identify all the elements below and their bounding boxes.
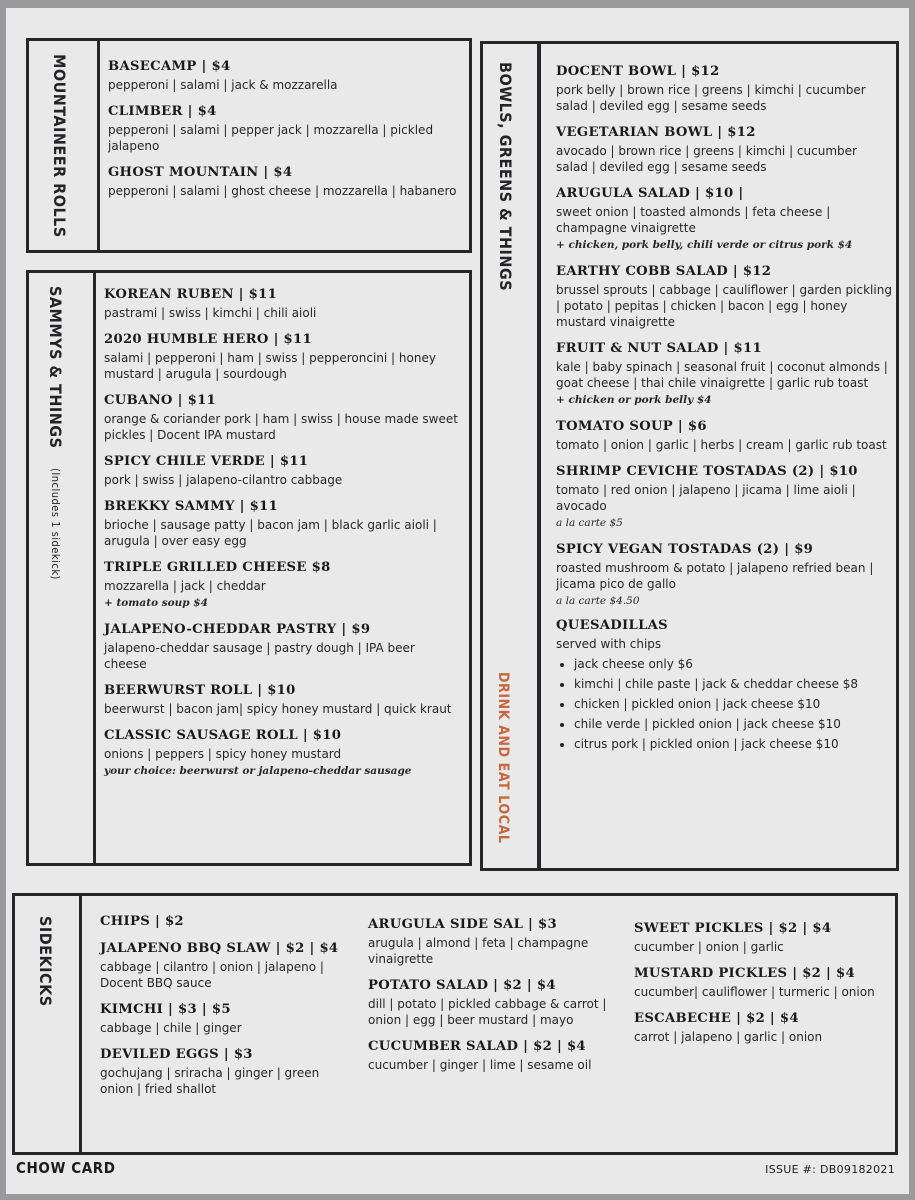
item-desc: carrot | jalapeno | garlic | onion <box>634 1030 823 1044</box>
item-name: CUCUMBER SALAD | $2 | $4 <box>368 1039 586 1054</box>
bowls-list <box>556 63 892 609</box>
menu-item[interactable] <box>556 263 892 330</box>
menu-item[interactable] <box>108 58 458 93</box>
quesadilla-option: • kimchi | chile paste | jack & cheddar cheese $8 <box>574 674 892 694</box>
item-desc: onions | peppers | spicy honey mustard <box>104 747 342 761</box>
item-desc: cabbage | chile | ginger <box>100 1021 242 1035</box>
item-desc: pepperoni | salami | ghost cheese | mozzarella | habanero <box>108 184 457 198</box>
menu-card <box>6 8 909 1194</box>
item-name: EARTHY COBB SALAD | $12 <box>556 264 772 279</box>
menu-item[interactable] <box>556 463 892 531</box>
item-name: VEGETARIAN BOWL | $12 <box>556 125 756 140</box>
item-extra: + chicken, pork belly, chili verde or citrus pork $4 <box>556 239 853 251</box>
menu-item[interactable] <box>368 916 618 967</box>
item-name: CHIPS | $2 <box>100 914 184 929</box>
sidekicks-title <box>36 916 55 1007</box>
item-name: ESCABECHE | $2 | $4 <box>634 1011 799 1026</box>
menu-item[interactable] <box>104 727 460 779</box>
tagline-text: DRINK AND EAT LOCAL <box>495 672 511 844</box>
menu-item[interactable] <box>634 920 894 955</box>
sidekicks-col-3 <box>634 920 894 1055</box>
menu-item[interactable] <box>556 124 892 175</box>
item-name: KIMCHI | $3 | $5 <box>100 1002 231 1017</box>
issue-number: ISSUE #: DB09182021 <box>765 1163 895 1176</box>
chow-card-label: CHOW CARD <box>16 1159 116 1177</box>
sammys-title <box>46 286 65 580</box>
mountaineer-items <box>108 58 458 209</box>
item-desc: cucumber | onion | garlic <box>634 940 784 954</box>
item-name: SHRIMP CEVICHE TOSTADAS (2) | $10 <box>556 464 858 479</box>
quesadilla-options <box>556 654 892 754</box>
item-name: QUESADILLAS <box>556 618 669 633</box>
menu-item-quesadillas[interactable] <box>556 617 892 754</box>
menu-item[interactable] <box>100 1001 350 1036</box>
menu-item[interactable] <box>104 682 460 717</box>
menu-item[interactable] <box>634 965 894 1000</box>
mountaineer-title <box>50 54 69 238</box>
item-name: JALAPENO BBQ SLAW | $2 | $4 <box>100 941 339 956</box>
menu-item[interactable] <box>368 977 618 1028</box>
quesadilla-option: • jack cheese only $6 <box>574 654 892 674</box>
menu-item[interactable] <box>104 286 460 321</box>
item-desc: served with chips <box>556 637 662 651</box>
menu-item[interactable] <box>556 541 892 609</box>
item-name: CLASSIC SAUSAGE ROLL | $10 <box>104 728 342 743</box>
bowls-title <box>496 62 515 291</box>
item-extra: a la carte $5 <box>556 517 623 529</box>
item-name: POTATO SALAD | $2 | $4 <box>368 978 556 993</box>
item-desc: orange & coriander pork | ham | swiss | house made sweet pickles | Docent IPA mustard <box>104 412 458 442</box>
item-desc: tomato | onion | garlic | herbs | cream | garlic rub toast <box>556 438 887 452</box>
item-desc: pepperoni | salami | pepper jack | mozzarella | pickled jalapeno <box>108 123 434 153</box>
menu-item[interactable] <box>104 498 460 549</box>
item-desc: cucumber| cauliflower | turmeric | onion <box>634 985 875 999</box>
item-desc: kale | baby spinach | seasonal fruit | coconut almonds | goat cheese | thai chile vinaigrette | garlic rub toast <box>556 360 888 390</box>
menu-item[interactable] <box>100 1046 350 1097</box>
item-desc: beerwurst | bacon jam| spicy honey mustard | quick kraut <box>104 702 452 716</box>
menu-item[interactable] <box>104 559 460 611</box>
item-desc: dill | potato | pickled cabbage & carrot | onion | egg | beer mustard | mayo <box>368 997 607 1027</box>
item-desc: jalapeno-cheddar sausage | pastry dough | IPA beer cheese <box>104 641 415 671</box>
menu-item[interactable] <box>108 164 458 199</box>
item-desc: tomato | red onion | jalapeno | jicama | lime aioli | avocado <box>556 483 856 513</box>
menu-item[interactable] <box>368 1038 618 1073</box>
item-desc: gochujang | sriracha | ginger | green onion | fried shallot <box>100 1066 320 1096</box>
sammys-subtitle: (Includes 1 sidekick) <box>49 467 62 580</box>
menu-item[interactable] <box>634 1010 894 1045</box>
item-desc: pork | swiss | jalapeno-cilantro cabbage <box>104 473 343 487</box>
menu-item[interactable] <box>104 331 460 382</box>
quesadilla-option: • citrus pork | pickled onion | jack cheese $10 <box>574 734 892 754</box>
item-name: SPICY VEGAN TOSTADAS (2) | $9 <box>556 542 814 557</box>
item-name: CLIMBER | $4 <box>108 104 217 119</box>
item-extra: a la carte $4.50 <box>556 595 640 607</box>
menu-item[interactable] <box>556 340 892 408</box>
quesadilla-option: • chicken | pickled onion | jack cheese $10 <box>574 694 892 714</box>
item-name: 2020 HUMBLE HERO | $11 <box>104 332 312 347</box>
item-extra: your choice: beerwurst or jalapeno-cheddar sausage <box>104 765 412 777</box>
menu-item[interactable] <box>556 185 892 253</box>
menu-item[interactable] <box>556 63 892 114</box>
item-desc: cucumber | ginger | lime | sesame oil <box>368 1058 592 1072</box>
item-desc: pork belly | brown rice | greens | kimchi | cucumber salad | deviled egg | sesame seeds <box>556 83 866 113</box>
item-name: ARUGULA SALAD | $10 | <box>556 186 744 201</box>
item-name: TRIPLE GRILLED CHEESE $8 <box>104 560 331 575</box>
bowls-title-text: BOWLS, GREENS & THINGS <box>496 62 515 292</box>
item-name: CUBANO | $11 <box>104 393 217 408</box>
item-name: GHOST MOUNTAIN | $4 <box>108 165 293 180</box>
menu-item[interactable] <box>100 940 350 991</box>
item-desc: brioche | sausage patty | bacon jam | black garlic aioli | arugula | over easy egg <box>104 518 437 548</box>
menu-item[interactable] <box>104 453 460 488</box>
menu-item[interactable] <box>100 913 350 930</box>
mountaineer-title-text: MOUNTAINEER ROLLS <box>50 54 69 238</box>
item-name: TOMATO SOUP | $6 <box>556 419 707 434</box>
menu-item[interactable] <box>104 621 460 672</box>
item-extra: + chicken or pork belly $4 <box>556 394 712 406</box>
item-desc: cabbage | cilantro | onion | jalapeno | Docent BBQ sauce <box>100 960 324 990</box>
item-name: KOREAN RUBEN | $11 <box>104 287 278 302</box>
item-desc: roasted mushroom & potato | jalapeno refried bean | jicama pico de gallo <box>556 561 874 591</box>
item-name: ARUGULA SIDE SAL | $3 <box>368 917 557 932</box>
item-name: MUSTARD PICKLES | $2 | $4 <box>634 966 855 981</box>
item-name: BEERWURST ROLL | $10 <box>104 683 296 698</box>
item-name: BASECAMP | $4 <box>108 59 231 74</box>
item-name: FRUIT & NUT SALAD | $11 <box>556 341 762 356</box>
quesadilla-option: • chile verde | pickled onion | jack cheese $10 <box>574 714 892 734</box>
item-desc: arugula | almond | feta | champagne vinaigrette <box>368 936 589 966</box>
bowls-items <box>556 63 892 764</box>
sidekicks-col-1 <box>100 913 350 1107</box>
item-desc: mozzarella | jack | cheddar <box>104 579 266 593</box>
menu-item[interactable] <box>556 418 892 453</box>
item-desc: sweet onion | toasted almonds | feta cheese | champagne vinaigrette <box>556 205 831 235</box>
item-desc: pastrami | swiss | kimchi | chili aioli <box>104 306 317 320</box>
drink-eat-local-tagline <box>495 672 511 844</box>
sammys-title-text: SAMMYS & THINGS <box>46 286 65 449</box>
item-desc: avocado | brown rice | greens | kimchi | cucumber salad | deviled egg | sesame seeds <box>556 144 857 174</box>
sidekicks-col-2 <box>368 916 618 1083</box>
sammys-items <box>104 286 460 789</box>
sidekicks-title-text: SIDEKICKS <box>36 916 55 1007</box>
menu-item[interactable] <box>104 392 460 443</box>
item-desc: brussel sprouts | cabbage | cauliflower | garden pickling | potato | pepitas | chicken | bacon | egg | honey mustard vinaigrette <box>556 283 892 329</box>
item-desc: salami | pepperoni | ham | swiss | pepperoncini | honey mustard | arugula | sourdough <box>104 351 436 381</box>
item-name: DOCENT BOWL | $12 <box>556 64 720 79</box>
item-name: SPICY CHILE VERDE | $11 <box>104 454 309 469</box>
item-extra: + tomato soup $4 <box>104 597 208 609</box>
item-name: SWEET PICKLES | $2 | $4 <box>634 921 832 936</box>
item-name: DEVILED EGGS | $3 <box>100 1047 253 1062</box>
item-desc: pepperoni | salami | jack & mozzarella <box>108 78 338 92</box>
item-name: BREKKY SAMMY | $11 <box>104 499 279 514</box>
item-name: JALAPENO-CHEDDAR PASTRY | $9 <box>104 622 371 637</box>
menu-item[interactable] <box>108 103 458 154</box>
